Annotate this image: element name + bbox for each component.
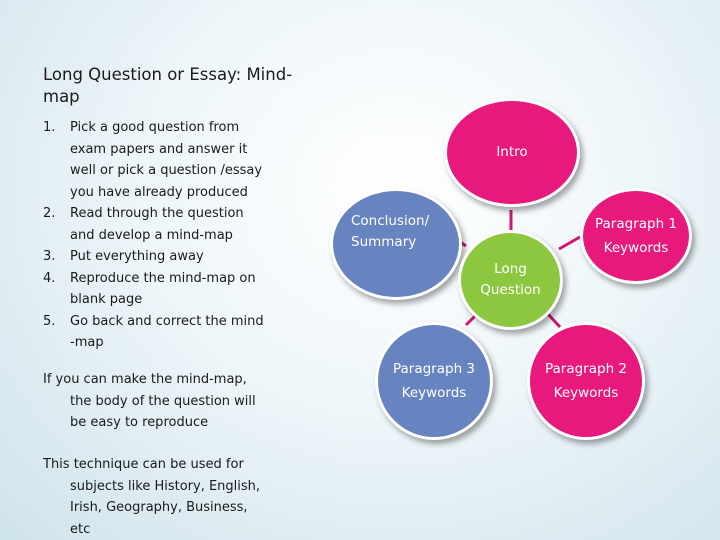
subjects-paragraph: This technique can be used for subjects like History, English, Irish, Geography, Business, etc xyxy=(43,457,261,537)
mindmap-node-long-question: Long Question xyxy=(458,230,563,330)
list-item: 5. Go back and correct the mind -map xyxy=(43,313,264,350)
mindmap-node-paragraph3: Paragraph 3 Keywords xyxy=(375,322,493,440)
mindmap-node-paragraph1: Paragraph 1 Keywords xyxy=(580,188,692,284)
slide-title: Long Question or Essay: Mind-map xyxy=(43,65,293,106)
connector-paragraph2 xyxy=(547,313,560,327)
mindmap-tip-paragraph: If you can make the mind-map, the body of the question will be easy to reproduce xyxy=(43,372,256,430)
mindmap-node-paragraph2: Paragraph 2 Keywords xyxy=(527,322,645,440)
list-item: 2. Read through the question and develop a mind-map xyxy=(43,206,244,243)
list-item: 3. Put everything away xyxy=(43,249,204,264)
connector-paragraph1 xyxy=(559,237,580,249)
mindmap-node-intro: Intro xyxy=(444,98,580,207)
list-item: 4. Reproduce the mind-map on blank page xyxy=(43,270,256,307)
list-item: 1. Pick a good question from exam papers and answer it well or pick a question /essay you have already produced xyxy=(43,120,263,200)
mindmap-node-conclusion: Conclusion/ Summary xyxy=(330,188,462,300)
